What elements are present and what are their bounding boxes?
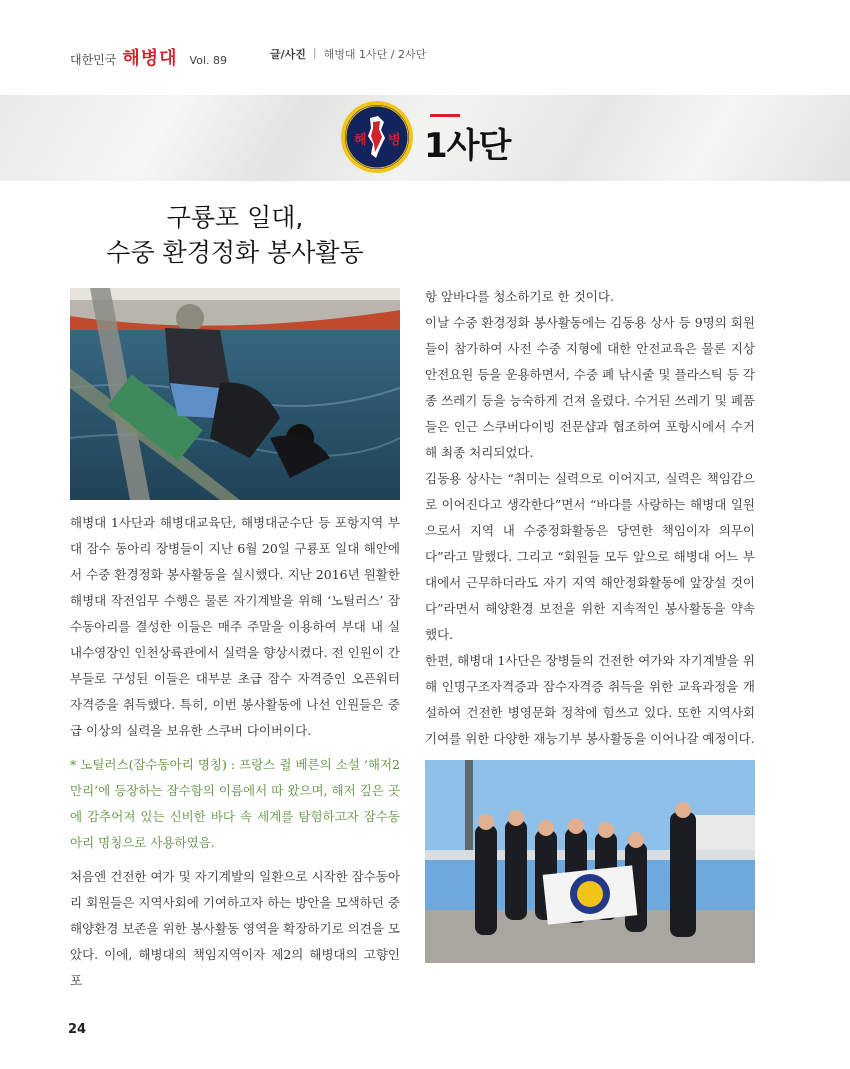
photo-diver-cleanup <box>70 288 400 500</box>
division-emblem-icon <box>340 100 414 174</box>
credit-separator: | <box>312 46 317 59</box>
article-paragraph-6: 한편, 해병대 1사단은 장병들의 건전한 여가와 자기계발을 위해 인명구조자격증과 잠수자격증 취득을 위한 교육과정을 개설하여 건전한 병영문화 정착에 힘쓰고 있다. 또한 지역사회 기여를 위한 다양한 재능기부 봉사활동을 이어나갈 예정이다. <box>425 653 755 746</box>
title-accent-bar <box>430 114 460 117</box>
division-title: 1사단 <box>424 126 511 166</box>
article-right-column <box>425 284 755 752</box>
masthead-country: 대한민국 <box>70 53 117 67</box>
article-footnote: * 노틸러스(잠수동아리 명칭) : 프랑스 쥘 베른의 소설 ‘해저2만리’에 등장하는 잠수함의 이름에서 따 왔으며, 해저 깊은 곳에 감추어져 있는 신비한 바다 속 세계를 탐험하고자 잠수동아리 명칭으로 사용하였음. <box>70 757 400 850</box>
svg-text:해: 해 <box>354 133 367 148</box>
photo-diver-group <box>425 760 755 963</box>
masthead-volume: Vol. 89 <box>189 54 227 67</box>
article-paragraph-5: 김동용 상사는 “취미는 실력으로 이어지고, 실력은 책임감으로 이어진다고 생각한다”면서 “바다를 사랑하는 해병대 일원으로서 지역 내 수중정화활동은 당연한 책임이자 의무이다”라고 말했다. 그리고 “회원들 모두 앞으로 해병대 어느 부대에서 근무하더라도 자기 지역 해안정화활동에 앞장설 것이다”라면서 해양환경 보전을 위한 지속적인 봉사활동을 약속했다. <box>425 471 755 642</box>
article-left-column <box>70 510 400 994</box>
article-paragraph-2: 처음엔 건전한 여가 및 자기계발의 일환으로 시작한 잠수동아리 회원들은 지역사회에 기여하고자 하는 방안을 모색하던 중 해양환경 보존을 위한 봉사활동 영역을 확장하기로 의견을 모았다. 이에, 해병대의 책임지역이자 제2의 해병대의 고향인 포 <box>70 869 400 988</box>
article-paragraph-3: 항 앞바다를 청소하기로 한 것이다. <box>425 289 614 304</box>
article-paragraph-4: 이날 수중 환경정화 봉사활동에는 김동용 상사 등 9명의 회원들이 참가하여 사전 수중 지형에 대한 안전교육은 물론 지상 안전요원 등을 운용하면서, 수중 폐 낚시줄 및 플라스틱 등 각종 쓰레기 등을 능숙하게 건져 올렸다. 수거된 쓰레기 및 폐품들은 인근 스쿠버다이빙 전문샵과 협조하여 포항시에서 수거해 최종 처리되었다. <box>425 315 755 460</box>
article-paragraph-1: 해병대 1사단과 해병대교육단, 해병대군수단 등 포항지역 부대 잠수 동아리 장병들이 지난 6월 20일 구룡포 일대 해안에서 수중 환경정화 봉사활동을 실시했다. 지난 2016년 원활한 해병대 작전임무 수행은 물론 자기계발을 위해 ‘노틸러스’ 잠수동아리를 결성한 이들은 매주 주말을 이용하여 부대 내 실내수영장인 인천상륙관에서 실력을 향상시켰다. 전 인원이 간부들로 구성된 이들은 대부분 초급 잠수 자격증인 오픈워터 자격증을 취득했다. 특히, 이번 봉사활동에 나선 인원들은 중급 이상의 실력을 보유한 스쿠버 다이버이다. <box>70 515 400 738</box>
credit-label: 글/사진 <box>270 48 306 61</box>
article-headline <box>70 200 400 270</box>
page-header <box>70 44 790 69</box>
page-number: 24 <box>68 1022 87 1037</box>
headline-line-2: 수중 환경정화 봉사활동 <box>106 238 364 267</box>
magazine-masthead <box>70 44 227 70</box>
headline-line-1: 구룡포 일대, <box>166 203 304 232</box>
masthead-brand: 해병대 <box>122 48 178 69</box>
article-credit <box>270 46 426 62</box>
credit-text: 해병대 1사단 / 2사단 <box>323 48 427 61</box>
svg-text:병: 병 <box>388 133 401 148</box>
